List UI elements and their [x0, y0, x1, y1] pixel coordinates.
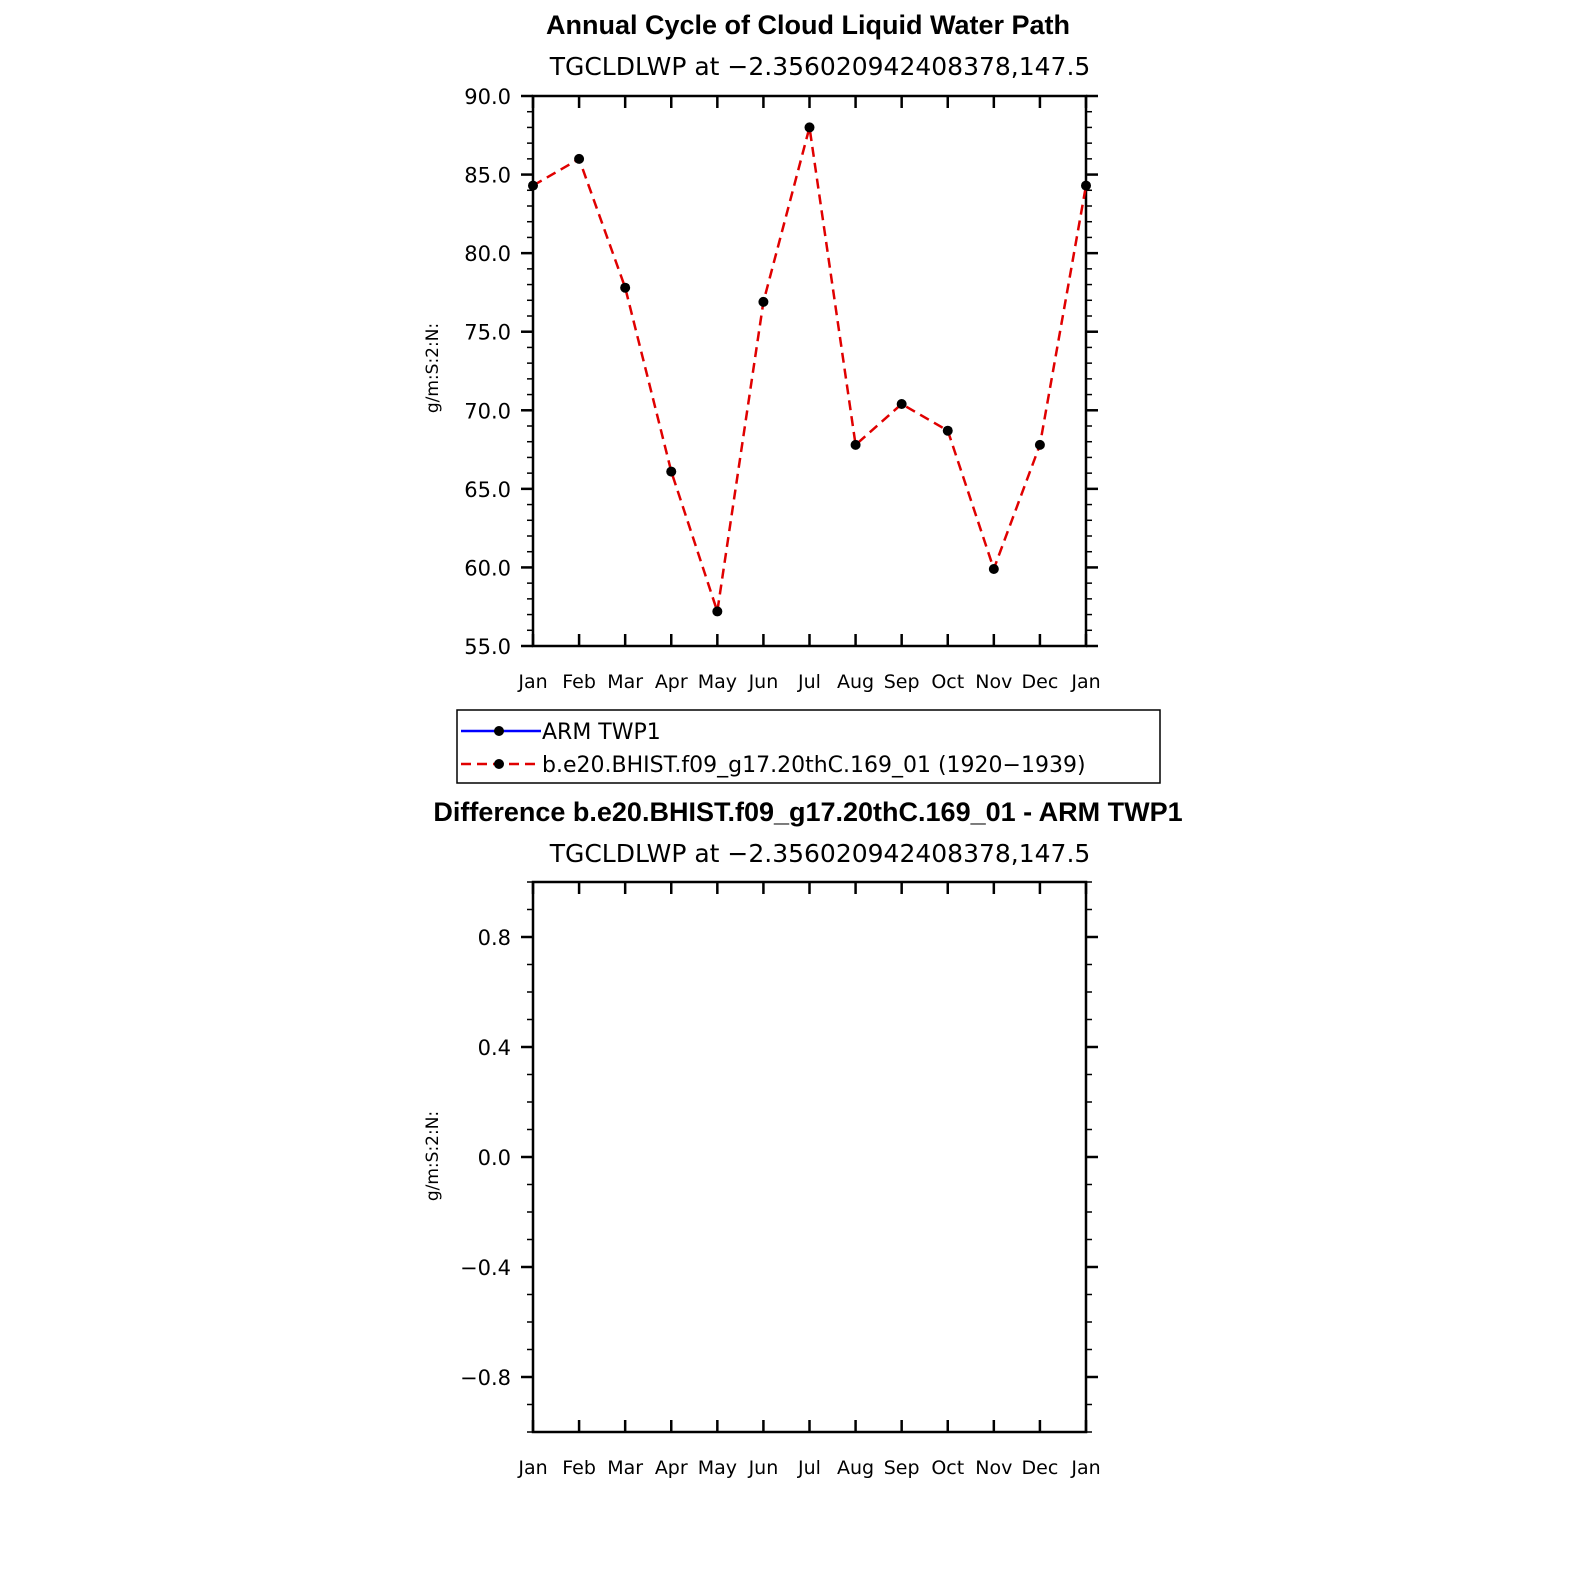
top-data-point [574, 154, 584, 164]
top-y-tick-label: 60.0 [464, 556, 511, 581]
top-y-axis-label: g/m:S:2:N: [423, 322, 443, 414]
top-y-tick-label: 55.0 [464, 635, 511, 659]
top-data-point [528, 181, 538, 191]
bottom-y-tick-label: −0.8 [460, 1366, 511, 1390]
top-x-tick-label: Jul [798, 671, 821, 693]
bottom-x-tick-label: Mar [607, 1457, 644, 1479]
top-x-tick-label: Aug [837, 671, 875, 693]
top-y-tick-label: 80.0 [464, 242, 511, 267]
bottom-plot-frame [533, 882, 1086, 1432]
top-series-group [528, 122, 1091, 616]
top-x-tick-label: Jan [1071, 671, 1101, 693]
top-x-tick-label: Sep [883, 671, 920, 693]
top-data-point [851, 440, 861, 450]
top-x-tick-label: May [697, 671, 737, 693]
top-x-tick-label: Nov [975, 671, 1013, 693]
bottom-x-tick-label: May [697, 1457, 737, 1479]
legend-marker-arm [494, 726, 504, 736]
bottom-x-tick-label: Apr [654, 1457, 688, 1479]
top-data-point [989, 564, 999, 574]
bottom-x-tick-label: Jul [798, 1457, 821, 1479]
bottom-x-tick-label: Sep [883, 1457, 920, 1479]
top-data-point [943, 426, 953, 436]
top-y-tick-label: 90.0 [464, 85, 511, 109]
bottom-y-tick-label: −0.4 [460, 1256, 511, 1280]
bottom-y-axis-label: g/m:S:2:N: [423, 1110, 443, 1202]
bottom-y-tick-label: 0.8 [477, 926, 511, 950]
bottom-x-tick-label: Aug [837, 1457, 875, 1479]
top-data-point [897, 399, 907, 409]
top-plot-frame [533, 96, 1086, 646]
top-x-tick-label: Jan [518, 671, 548, 693]
top-chart-subtitle: TGCLDLWP at −2.356020942408378,147.5 [549, 52, 1091, 81]
bottom-y-tick-labels [460, 926, 511, 1390]
top-x-tick-label: Apr [654, 671, 688, 693]
top-y-tick-labels [464, 85, 511, 659]
top-panel [423, 10, 1101, 693]
bottom-x-tick-label: Jun [748, 1457, 779, 1479]
top-x-tick-label: Feb [562, 671, 596, 693]
bottom-x-tick-label: Jan [1071, 1457, 1101, 1479]
bottom-y-tick-label: 0.4 [477, 1036, 511, 1060]
top-y-tick-label: 85.0 [464, 163, 511, 188]
top-x-tick-label: Mar [607, 671, 644, 693]
top-series-line [533, 127, 1086, 611]
top-x-tick-labels [517, 671, 1100, 693]
bottom-x-tick-label: Oct [931, 1457, 965, 1479]
top-y-tick-label: 75.0 [464, 320, 511, 345]
legend-marker-model [494, 759, 504, 769]
top-data-point [712, 606, 722, 616]
bottom-x-tick-labels [517, 1457, 1100, 1479]
top-y-tick-label: 70.0 [464, 399, 511, 424]
top-axis-ticks [521, 96, 1098, 646]
top-x-tick-label: Dec [1021, 671, 1059, 693]
bottom-x-tick-label: Nov [975, 1457, 1013, 1479]
top-data-point [758, 297, 768, 307]
bottom-x-tick-label: Jan [518, 1457, 548, 1479]
top-chart-title: Annual Cycle of Cloud Liquid Water Path [545, 10, 1071, 40]
bottom-chart-title: Difference b.e20.BHIST.f09_g17.20thC.169_01 - ARM TWP1 [433, 797, 1183, 827]
top-data-point [666, 467, 676, 477]
top-y-tick-label: 65.0 [464, 477, 511, 502]
bottom-axis-ticks [521, 882, 1098, 1432]
top-x-tick-label: Jun [748, 671, 779, 693]
bottom-x-tick-label: Dec [1021, 1457, 1059, 1479]
bottom-y-tick-label: 0.0 [477, 1146, 511, 1170]
top-data-point [1035, 440, 1045, 450]
top-data-point [805, 122, 815, 132]
top-data-point [1081, 181, 1091, 191]
legend-label-model: b.e20.BHIST.f09_g17.20thC.169_01 (1920−1939) [542, 753, 1086, 778]
top-data-point [620, 283, 630, 293]
legend-label-arm: ARM TWP1 [542, 720, 661, 745]
bottom-x-tick-label: Feb [562, 1457, 596, 1479]
top-x-tick-label: Oct [931, 671, 965, 693]
bottom-chart-subtitle: TGCLDLWP at −2.356020942408378,147.5 [549, 839, 1091, 868]
legend [457, 710, 1160, 783]
bottom-panel [423, 797, 1183, 1479]
